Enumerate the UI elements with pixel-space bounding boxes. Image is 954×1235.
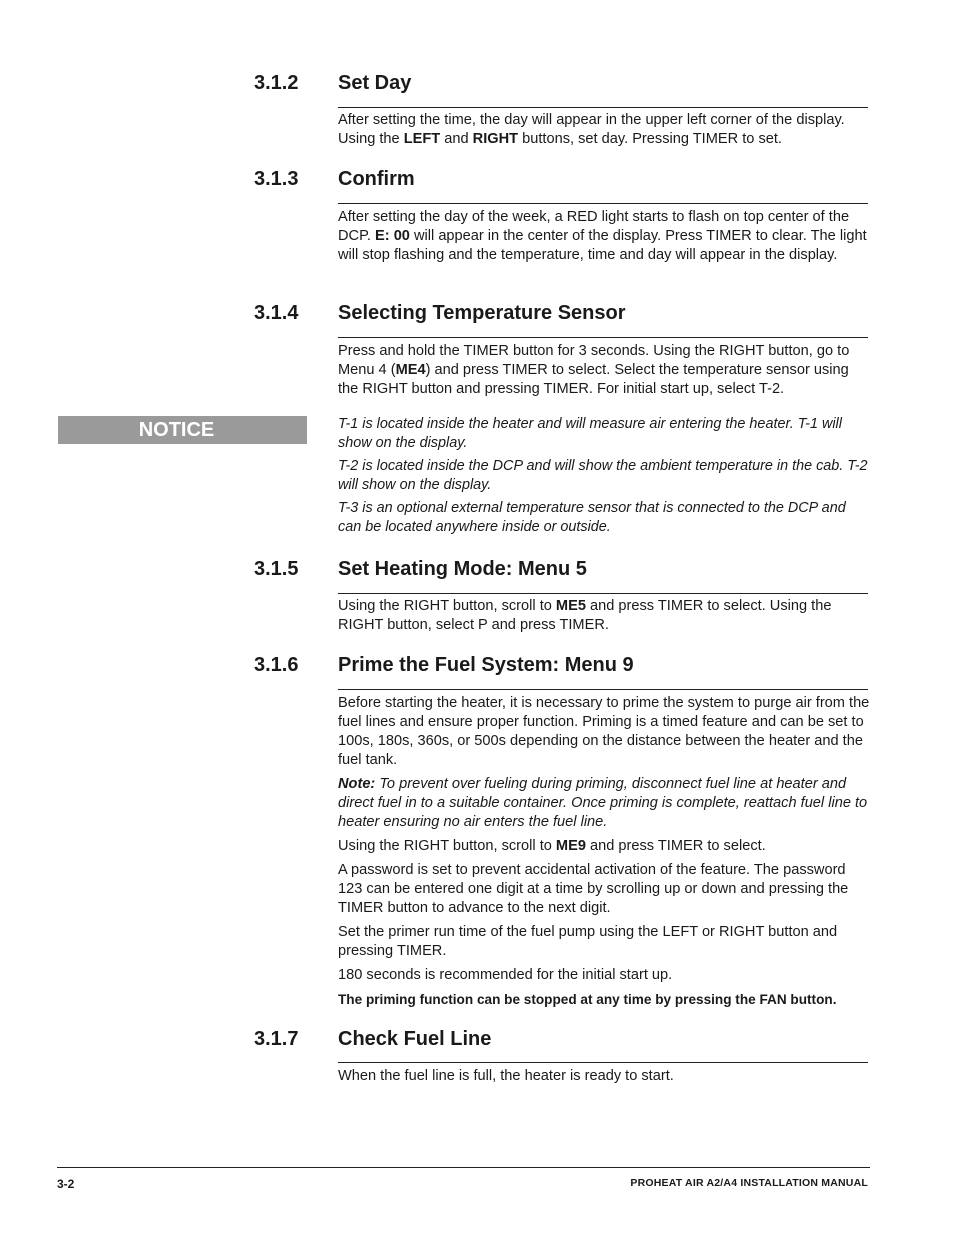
section-rule: [338, 337, 868, 338]
notice-item: T-1 is located inside the heater and will measure air entering the heater. T-1 will show on the display.: [338, 416, 842, 451]
section-body: [338, 1067, 870, 1091]
note-paragraph: [338, 775, 870, 832]
section-rule: [338, 689, 868, 690]
bold-term: E: 00: [375, 228, 410, 244]
notice-item: T-3 is an optional external temperature sensor that is connected to the DCP and can be located anywhere inside or outside.: [338, 500, 846, 535]
section-number: 3.1.4: [254, 302, 299, 324]
section-title: Set Day: [338, 72, 412, 94]
bold-term: ME4: [395, 362, 426, 378]
bold-term: ME9: [555, 838, 586, 854]
bold-term: ME5: [555, 598, 586, 614]
text: buttons, set day. Pressing TIMER to set.: [518, 131, 782, 147]
section-title: Set Heating Mode: Menu 5: [338, 558, 587, 580]
section-title: Prime the Fuel System: Menu 9: [338, 654, 634, 676]
section-number: 3.1.2: [254, 72, 299, 94]
note-text: To prevent over fueling during priming, disconnect fuel line at heater and direct fuel in to a suitable container. Once priming is complete, reattach fuel line to heater ensuring no air enters the fuel line.: [338, 776, 868, 830]
text: Using the RIGHT button, scroll to: [338, 598, 556, 614]
text: and: [440, 131, 473, 147]
text: and press TIMER to select.: [585, 838, 766, 854]
page-number: 3-2: [57, 1177, 75, 1191]
section-rule: [338, 1062, 868, 1063]
notice-label: [58, 416, 307, 444]
section-number: 3.1.6: [254, 654, 299, 676]
section-body: [338, 694, 870, 1014]
paragraph: [338, 837, 870, 856]
text: and press TIMER to select. Using the RIGHT button, select P and press TIMER.: [338, 598, 832, 633]
section-title: Selecting Temperature Sensor: [338, 302, 626, 324]
paragraph: [338, 208, 870, 265]
bold-term: RIGHT: [472, 131, 519, 147]
text: After setting the time, the day will appear in the upper left corner of the display. Using the: [338, 112, 845, 147]
paragraph: [338, 111, 870, 149]
section-body: [338, 597, 870, 640]
text: ) and press TIMER to select. Select the temperature sensor using the RIGHT button and pressing TIMER. For initial start up, select T-2.: [338, 362, 849, 397]
section-rule: [338, 593, 868, 594]
bold-term: LEFT: [403, 131, 441, 147]
section-title: Confirm: [338, 168, 415, 190]
manual-title: PROHEAT AIR A2/A4 INSTALLATION MANUAL: [630, 1177, 868, 1189]
section-rule: [338, 203, 868, 204]
section-number: 3.1.7: [254, 1028, 299, 1050]
paragraph: [338, 597, 870, 635]
section-body: [338, 342, 870, 404]
paragraph: When the fuel line is full, the heater is ready to start.: [338, 1068, 674, 1084]
paragraph: Before starting the heater, it is necessary to prime the system to purge air from the fuel lines and ensure proper function. Priming is a timed feature and can be set to 100s, 180s, 360s, or 500s depending on the distance between the heater and the fuel tank.: [338, 695, 870, 768]
section-body: [338, 111, 870, 154]
notice-body: [338, 415, 870, 542]
text: will appear in the center of the display. Press TIMER to clear. The light will stop flashing and the temperature, time and day will appear in the display.: [338, 228, 867, 263]
text: After setting the day of the week, a RED light starts to flash on top center of the DCP.: [338, 209, 850, 244]
section-body: [338, 208, 870, 270]
section-title: Check Fuel Line: [338, 1028, 492, 1050]
text: Using the RIGHT button, scroll to: [338, 838, 556, 854]
text: Press and hold the TIMER button for 3 seconds. Using the RIGHT button, go to Menu 4 (: [338, 343, 850, 378]
notice-label-text: NOTICE: [138, 419, 215, 441]
notice-item: T-2 is located inside the DCP and will show the ambient temperature in the cab. T-2 will show on the display.: [338, 458, 868, 493]
section-number: 3.1.3: [254, 168, 299, 190]
paragraph: [338, 342, 870, 399]
footer-rule: [57, 1167, 870, 1168]
warning-paragraph: The priming function can be stopped at any time by pressing the FAN button.: [338, 992, 837, 1007]
paragraph: Set the primer run time of the fuel pump using the LEFT or RIGHT button and pressing TIMER.: [338, 924, 838, 959]
section-number: 3.1.5: [254, 558, 299, 580]
note-label: Note:: [338, 776, 376, 792]
paragraph: 180 seconds is recommended for the initial start up.: [338, 967, 673, 983]
paragraph: A password is set to prevent accidental activation of the feature. The password 123 can be entered one digit at a time by scrolling up or down and pressing the TIMER button to advance to the next digit.: [338, 862, 849, 916]
section-rule: [338, 107, 868, 108]
